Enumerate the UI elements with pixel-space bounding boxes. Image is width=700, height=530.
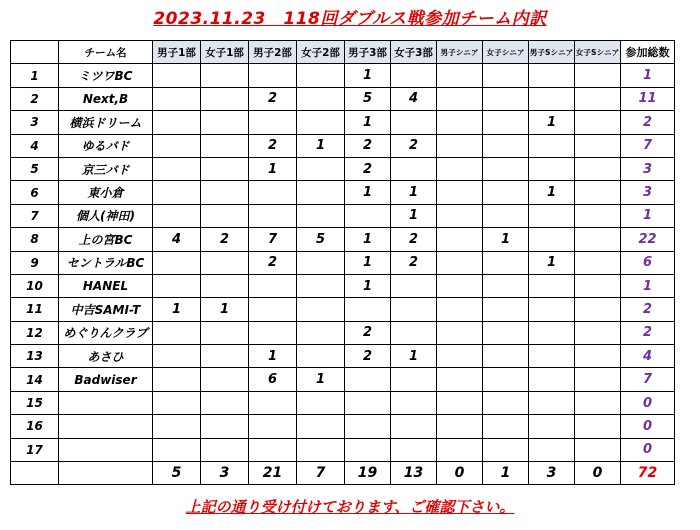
count-cell	[201, 111, 249, 134]
count-cell	[437, 368, 483, 391]
header-category: 男子1部	[153, 41, 201, 64]
count-cell	[153, 134, 201, 157]
count-cell	[345, 204, 391, 227]
header-total: 参加総数	[621, 41, 675, 64]
count-cell	[201, 368, 249, 391]
count-cell	[575, 157, 621, 180]
team-name: Next,B	[59, 87, 153, 110]
count-cell: 1	[345, 181, 391, 204]
count-cell	[153, 415, 201, 438]
count-cell	[483, 415, 529, 438]
count-cell: 1	[201, 298, 249, 321]
count-cell	[297, 345, 345, 368]
count-cell	[201, 181, 249, 204]
row-number: 16	[11, 415, 59, 438]
total-cell: 0	[621, 415, 675, 438]
count-cell	[297, 87, 345, 110]
table-row	[11, 181, 675, 204]
count-cell	[529, 228, 575, 251]
team-name: HANEL	[59, 274, 153, 297]
row-number: 17	[11, 438, 59, 461]
count-cell	[201, 64, 249, 87]
total-cell: 7	[621, 134, 675, 157]
count-cell: 5	[345, 87, 391, 110]
header-category: 女子3部	[391, 41, 437, 64]
footer-note: 上記の通り受け付けております、ご確認下さい。	[185, 498, 515, 516]
count-cell: 4	[391, 87, 437, 110]
team-name: ミツワBC	[59, 64, 153, 87]
count-cell	[437, 181, 483, 204]
count-cell	[437, 321, 483, 344]
count-cell	[153, 157, 201, 180]
count-cell: 1	[483, 228, 529, 251]
total-cell: 2	[621, 321, 675, 344]
count-cell	[297, 157, 345, 180]
header-num	[11, 41, 59, 64]
total-cell: 4	[621, 345, 675, 368]
count-cell	[529, 204, 575, 227]
table-row	[11, 228, 675, 251]
table-row	[11, 298, 675, 321]
table-row	[11, 64, 675, 87]
sum-cell: 0	[437, 462, 483, 485]
count-cell	[297, 438, 345, 461]
count-cell	[483, 391, 529, 414]
table-row	[11, 87, 675, 110]
header-category: 女子シニア	[483, 41, 529, 64]
count-cell	[483, 345, 529, 368]
count-cell: 1	[297, 368, 345, 391]
count-cell	[529, 274, 575, 297]
count-cell	[249, 181, 297, 204]
header-category: 女子2部	[297, 41, 345, 64]
count-cell	[391, 438, 437, 461]
sum-cell: 3	[529, 462, 575, 485]
count-cell	[575, 438, 621, 461]
count-cell: 2	[249, 251, 297, 274]
table-row	[11, 274, 675, 297]
grand-total-cell: 72	[621, 462, 675, 485]
team-name: あさひ	[59, 345, 153, 368]
count-cell	[297, 181, 345, 204]
total-cell: 0	[621, 438, 675, 461]
count-cell: 1	[345, 64, 391, 87]
count-cell: 2	[391, 251, 437, 274]
count-cell: 2	[345, 321, 391, 344]
count-cell: 2	[249, 134, 297, 157]
count-cell	[529, 321, 575, 344]
count-cell: 1	[529, 111, 575, 134]
count-cell: 1	[297, 134, 345, 157]
count-cell	[483, 368, 529, 391]
count-cell	[249, 415, 297, 438]
sum-spacer	[59, 462, 153, 485]
team-breakdown-table	[10, 40, 675, 485]
count-cell	[529, 368, 575, 391]
total-cell: 3	[621, 181, 675, 204]
count-cell	[297, 321, 345, 344]
count-cell	[483, 181, 529, 204]
header-category: 女子1部	[201, 41, 249, 64]
count-cell: 1	[153, 298, 201, 321]
count-cell	[391, 157, 437, 180]
count-cell	[529, 438, 575, 461]
page-title: 2023.11.23 118回ダブルス戦参加チーム内訳	[153, 9, 547, 29]
count-cell	[437, 298, 483, 321]
total-cell: 3	[621, 157, 675, 180]
count-cell	[437, 64, 483, 87]
count-cell: 2	[249, 87, 297, 110]
count-cell	[153, 204, 201, 227]
count-cell: 2	[391, 228, 437, 251]
team-name	[59, 391, 153, 414]
count-cell	[437, 391, 483, 414]
count-cell	[249, 204, 297, 227]
count-cell	[345, 415, 391, 438]
count-cell	[297, 391, 345, 414]
count-cell	[437, 228, 483, 251]
row-number: 10	[11, 274, 59, 297]
count-cell	[529, 87, 575, 110]
sum-cell: 1	[483, 462, 529, 485]
count-cell	[297, 298, 345, 321]
count-cell	[201, 438, 249, 461]
count-cell	[345, 368, 391, 391]
count-cell	[483, 111, 529, 134]
count-cell: 7	[249, 228, 297, 251]
count-cell	[529, 298, 575, 321]
total-cell: 1	[621, 274, 675, 297]
total-cell: 6	[621, 251, 675, 274]
count-cell	[153, 368, 201, 391]
count-cell	[297, 415, 345, 438]
count-cell	[201, 415, 249, 438]
table-row	[11, 157, 675, 180]
count-cell	[437, 345, 483, 368]
count-cell: 1	[391, 345, 437, 368]
sum-cell: 13	[391, 462, 437, 485]
count-cell	[201, 391, 249, 414]
team-name: 京三バド	[59, 157, 153, 180]
sum-cell: 5	[153, 462, 201, 485]
count-cell	[575, 87, 621, 110]
row-number: 9	[11, 251, 59, 274]
count-cell	[391, 368, 437, 391]
total-cell: 2	[621, 298, 675, 321]
count-cell	[249, 298, 297, 321]
count-cell	[345, 298, 391, 321]
table-body	[11, 64, 675, 485]
count-cell	[153, 111, 201, 134]
count-cell	[345, 438, 391, 461]
row-number: 6	[11, 181, 59, 204]
row-number: 11	[11, 298, 59, 321]
count-cell	[249, 111, 297, 134]
count-cell	[575, 134, 621, 157]
count-cell: 1	[529, 181, 575, 204]
header-category: 男子2部	[249, 41, 297, 64]
row-number: 4	[11, 134, 59, 157]
count-cell	[437, 87, 483, 110]
count-cell: 2	[201, 228, 249, 251]
row-number: 3	[11, 111, 59, 134]
count-cell	[575, 368, 621, 391]
count-cell	[153, 438, 201, 461]
header-category: 男子シニア	[437, 41, 483, 64]
count-cell	[483, 438, 529, 461]
total-cell: 22	[621, 228, 675, 251]
count-cell	[201, 251, 249, 274]
count-cell: 1	[345, 228, 391, 251]
count-cell	[575, 345, 621, 368]
row-number: 13	[11, 345, 59, 368]
total-cell: 7	[621, 368, 675, 391]
count-cell	[529, 415, 575, 438]
count-cell	[153, 64, 201, 87]
count-cell	[297, 204, 345, 227]
count-cell	[201, 321, 249, 344]
count-cell	[153, 321, 201, 344]
count-cell	[249, 274, 297, 297]
count-cell	[575, 111, 621, 134]
team-name: 個人(神田)	[59, 204, 153, 227]
count-cell	[529, 157, 575, 180]
count-cell	[201, 345, 249, 368]
count-cell	[153, 181, 201, 204]
count-cell	[391, 391, 437, 414]
sum-spacer	[11, 462, 59, 485]
count-cell	[249, 64, 297, 87]
row-number: 8	[11, 228, 59, 251]
count-cell	[391, 64, 437, 87]
count-cell	[529, 64, 575, 87]
count-cell	[297, 251, 345, 274]
count-cell: 6	[249, 368, 297, 391]
count-cell: 1	[345, 111, 391, 134]
count-cell	[575, 274, 621, 297]
count-cell	[201, 274, 249, 297]
count-cell	[529, 391, 575, 414]
team-name: セントラルBC	[59, 251, 153, 274]
count-cell	[483, 134, 529, 157]
sum-cell: 19	[345, 462, 391, 485]
count-cell	[483, 157, 529, 180]
table-row	[11, 134, 675, 157]
count-cell	[575, 298, 621, 321]
count-cell	[153, 274, 201, 297]
count-cell	[297, 64, 345, 87]
table-row	[11, 204, 675, 227]
count-cell	[575, 251, 621, 274]
total-cell: 1	[621, 64, 675, 87]
count-cell	[201, 87, 249, 110]
count-cell	[153, 87, 201, 110]
count-cell	[437, 415, 483, 438]
count-cell	[297, 111, 345, 134]
count-cell	[201, 204, 249, 227]
count-cell	[575, 415, 621, 438]
team-name: 東小倉	[59, 181, 153, 204]
count-cell	[201, 134, 249, 157]
count-cell: 2	[345, 345, 391, 368]
count-cell	[391, 415, 437, 438]
count-cell	[483, 204, 529, 227]
table-row	[11, 415, 675, 438]
table-row	[11, 438, 675, 461]
team-name: 上の宮BC	[59, 228, 153, 251]
count-cell	[391, 274, 437, 297]
count-cell	[529, 345, 575, 368]
count-cell: 1	[391, 181, 437, 204]
count-cell	[483, 251, 529, 274]
count-cell	[249, 391, 297, 414]
table-row	[11, 321, 675, 344]
team-name	[59, 415, 153, 438]
count-cell	[153, 251, 201, 274]
count-cell	[153, 345, 201, 368]
count-cell: 4	[153, 228, 201, 251]
count-cell: 1	[529, 251, 575, 274]
count-cell: 5	[297, 228, 345, 251]
count-cell	[249, 438, 297, 461]
table-row	[11, 368, 675, 391]
row-number: 15	[11, 391, 59, 414]
header-category: 男子3部	[345, 41, 391, 64]
count-cell	[575, 321, 621, 344]
count-cell	[575, 64, 621, 87]
count-cell	[437, 438, 483, 461]
count-cell	[345, 391, 391, 414]
count-cell: 2	[345, 134, 391, 157]
count-cell: 2	[391, 134, 437, 157]
count-cell	[437, 251, 483, 274]
row-number: 12	[11, 321, 59, 344]
count-cell	[437, 111, 483, 134]
count-cell: 2	[345, 157, 391, 180]
team-name	[59, 438, 153, 461]
count-cell	[201, 157, 249, 180]
count-cell	[391, 321, 437, 344]
total-cell: 1	[621, 204, 675, 227]
row-number: 5	[11, 157, 59, 180]
count-cell	[483, 298, 529, 321]
team-name: Badwiser	[59, 368, 153, 391]
count-cell	[575, 204, 621, 227]
count-cell	[529, 134, 575, 157]
team-name: 横浜ドリーム	[59, 111, 153, 134]
total-cell: 2	[621, 111, 675, 134]
count-cell: 1	[249, 157, 297, 180]
count-cell	[437, 134, 483, 157]
table-row	[11, 391, 675, 414]
count-cell	[153, 391, 201, 414]
sum-cell: 3	[201, 462, 249, 485]
row-number: 2	[11, 87, 59, 110]
header-team: チーム名	[59, 41, 153, 64]
count-cell	[575, 181, 621, 204]
sum-cell: 0	[575, 462, 621, 485]
table-row	[11, 345, 675, 368]
total-cell: 11	[621, 87, 675, 110]
count-cell: 1	[391, 204, 437, 227]
count-cell	[437, 274, 483, 297]
count-cell	[391, 111, 437, 134]
count-cell	[483, 274, 529, 297]
count-cell: 1	[345, 274, 391, 297]
header-category: 男子Sシニア	[529, 41, 575, 64]
total-cell: 0	[621, 391, 675, 414]
row-number: 1	[11, 64, 59, 87]
count-cell	[575, 228, 621, 251]
header-category: 女子Sシニア	[575, 41, 621, 64]
count-cell: 1	[345, 251, 391, 274]
row-number: 14	[11, 368, 59, 391]
team-name: めぐりんクラブ	[59, 321, 153, 344]
row-number: 7	[11, 204, 59, 227]
sum-cell: 21	[249, 462, 297, 485]
team-name: ゆるバド	[59, 134, 153, 157]
count-cell	[483, 321, 529, 344]
team-name: 中吉SAMI-T	[59, 298, 153, 321]
header-row	[11, 41, 675, 64]
count-cell	[297, 274, 345, 297]
count-cell	[249, 321, 297, 344]
count-cell: 1	[249, 345, 297, 368]
count-cell	[575, 391, 621, 414]
sum-cell: 7	[297, 462, 345, 485]
count-cell	[483, 87, 529, 110]
count-cell	[391, 298, 437, 321]
count-cell	[437, 157, 483, 180]
sum-row	[11, 462, 675, 485]
count-cell	[483, 64, 529, 87]
count-cell	[437, 204, 483, 227]
table-row	[11, 111, 675, 134]
table-row	[11, 251, 675, 274]
